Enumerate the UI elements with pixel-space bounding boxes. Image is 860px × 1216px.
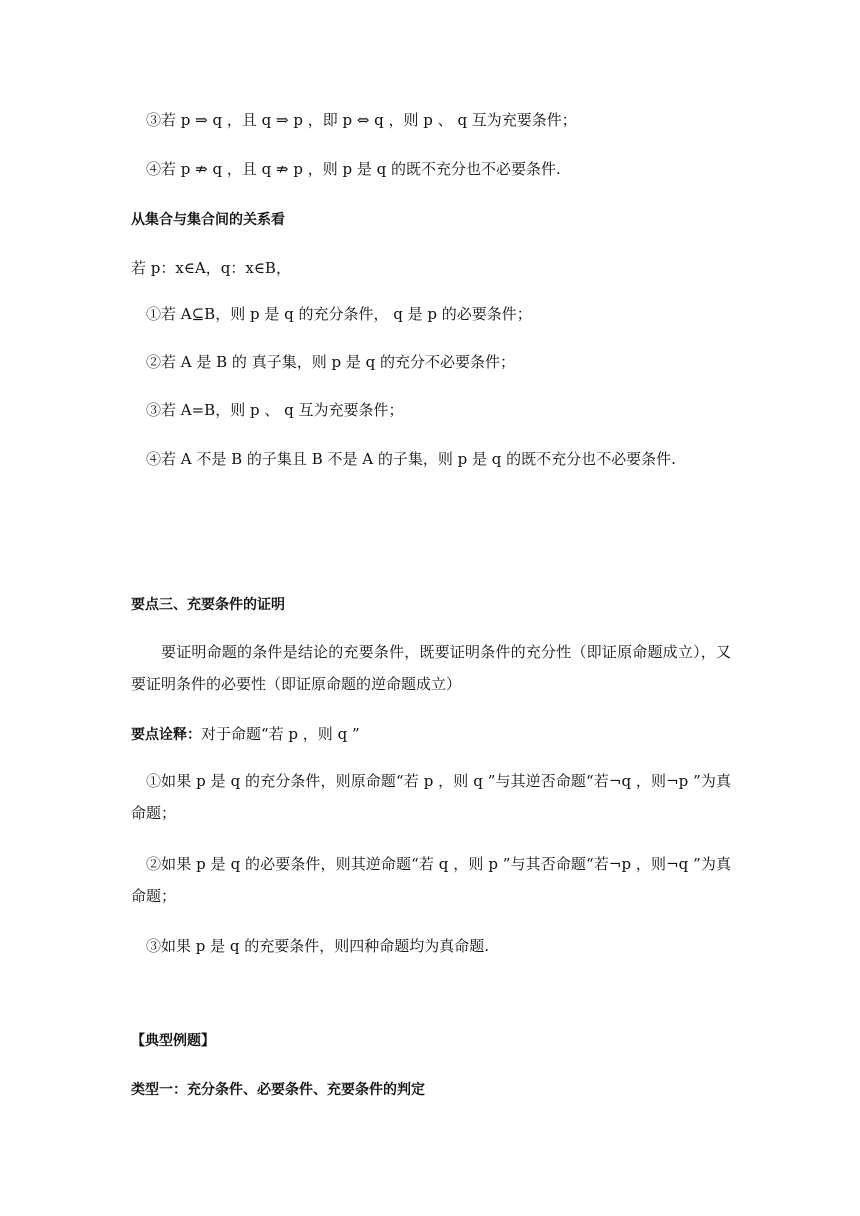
- text-line: ④若 A 不是 B 的子集且 B 不是 A 的子集，则 p 是 q 的既不充分也不必要条件.: [146, 450, 676, 468]
- note-line: [131, 722, 360, 747]
- text-line: ③若 A=B，则 p 、 q 互为充要条件；: [146, 401, 404, 419]
- paragraph: 要证明命题的条件是结论的充要条件，既要证明条件的充分性（即证原命题成立），又要证明条件的必要性（即证原命题的逆命题成立）: [131, 643, 731, 693]
- text-line: ②若 A 是 B 的 真子集，则 p 是 q 的充分不必要条件；: [146, 353, 515, 371]
- paragraph: ①如果 p 是 q 的充分条件，则原命题“若 p ，则 q ”与其逆否命题“若¬q ，则¬p ”为真命题；: [131, 772, 731, 822]
- section-heading: 从集合与集合间的关系看: [131, 212, 285, 228]
- paragraph: ②如果 p 是 q 的必要条件，则其逆命题“若 q ，则 p ”与其否命题“若¬p ，则¬q ”为真命题；: [131, 855, 731, 905]
- section-heading: 要点三、充要条件的证明: [131, 597, 285, 613]
- note-label: 要点诠释：: [131, 727, 201, 743]
- text-line: 若 p：x∈A，q：x∈B，: [131, 259, 291, 277]
- text-line: ③若 p ⇒ q ，且 q ⇒ p ，即 p ⇔ q ，则 p 、 q 互为充要条件；: [146, 111, 577, 129]
- text-line: ④若 p ⇏ q ，且 q ⇏ p ，则 p 是 q 的既不充分也不必要条件.: [146, 160, 561, 178]
- section-heading: 类型一：充分条件、必要条件、充要条件的判定: [131, 1082, 425, 1098]
- text-line: ③如果 p 是 q 的充要条件，则四种命题均为真命题.: [146, 937, 490, 955]
- note-text: 对于命题“若 p ，则 q ”: [201, 725, 360, 743]
- section-heading: 【典型例题】: [131, 1033, 215, 1049]
- text-line: ①若 A⊆B，则 p 是 q 的充分条件， q 是 p 的必要条件；: [146, 305, 532, 323]
